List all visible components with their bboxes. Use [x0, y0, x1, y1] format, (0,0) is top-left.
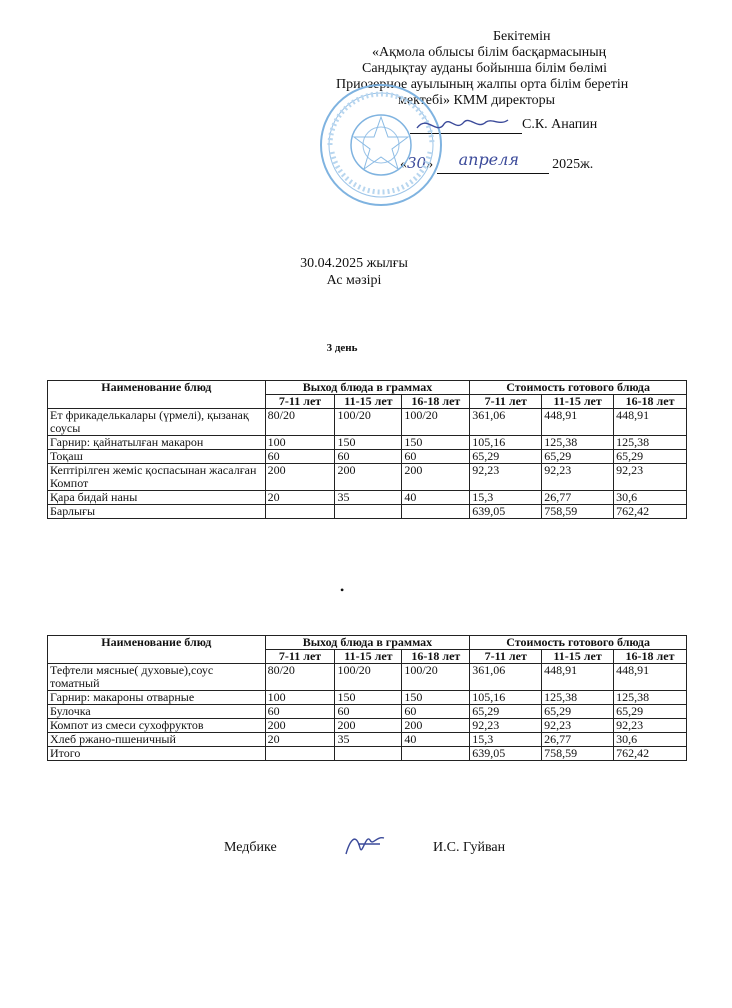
dot-mark: • [340, 583, 345, 597]
date-year: 2025ж. [552, 157, 594, 172]
dish-name-cell: Ет фрикаделькалары (үрмелі), қызанақ соусы [48, 409, 266, 436]
dish-name-cell: Хлеб ржано-пшеничный [48, 733, 266, 747]
cost-cell: 92,23 [614, 719, 687, 733]
dish-name-cell: Тефтели мясные( духовые),соус томатный [48, 664, 266, 691]
cost-cell: 92,23 [542, 719, 614, 733]
yield-cell: 40 [402, 733, 470, 747]
table-row [48, 436, 687, 450]
dish-name-cell: Кептірілген жеміс қоспасынан жасалған Компот [48, 464, 266, 491]
cost-cell: 125,38 [542, 691, 614, 705]
yield-cell: 100 [265, 436, 335, 450]
yield-cell: 60 [402, 705, 470, 719]
footer-role: Медбике [224, 840, 277, 855]
table-row [48, 664, 687, 691]
cost-cell: 125,38 [614, 691, 687, 705]
cost-cell: 65,29 [614, 450, 687, 464]
table-row [48, 491, 687, 505]
cost-cell: 448,91 [542, 664, 614, 691]
cost-cell: 92,23 [542, 464, 614, 491]
dish-name-cell: Компот из смеси сухофруктов [48, 719, 266, 733]
cost-cell: 125,38 [542, 436, 614, 450]
menu-date: 30.04.2025 жылғы [300, 256, 408, 271]
yield-cell: 100/20 [402, 409, 470, 436]
cost-cell: 92,23 [470, 719, 542, 733]
yield-cell: 40 [402, 491, 470, 505]
yield-cell: 80/20 [265, 409, 335, 436]
yield-cell: 100/20 [402, 664, 470, 691]
yield-cell: 20 [265, 491, 335, 505]
total-label: Итого [48, 747, 266, 761]
yield-cell: 200 [265, 719, 335, 733]
cost-cell: 448,91 [614, 409, 687, 436]
header-age-group: 11-15 лет [542, 395, 614, 409]
yield-cell: 60 [402, 450, 470, 464]
nurse-signature-icon [340, 826, 390, 860]
yield-cell: 200 [402, 464, 470, 491]
day-label: 3 день [326, 342, 358, 354]
empty-cell [402, 747, 470, 761]
cost-cell: 65,29 [470, 705, 542, 719]
total-cost-cell: 639,05 [470, 505, 542, 519]
total-cost-cell: 758,59 [542, 505, 614, 519]
table-row [48, 464, 687, 491]
header-age-group: 11-15 лет [542, 650, 614, 664]
approval-org-line-1: «Ақмола облысы білім басқармасының [372, 45, 607, 60]
cost-cell: 105,16 [470, 436, 542, 450]
total-cost-cell: 762,42 [614, 505, 687, 519]
menu-table-ru-body [48, 664, 687, 761]
date-month: апреля [458, 150, 519, 169]
yield-cell: 60 [335, 450, 402, 464]
yield-cell: 150 [335, 436, 402, 450]
header-age-group: 7-11 лет [265, 650, 335, 664]
header-dish-name: Наименование блюд [48, 381, 266, 409]
yield-cell: 150 [402, 436, 470, 450]
empty-cell [265, 505, 335, 519]
official-seal-icon [318, 82, 444, 208]
menu-table-ru [47, 635, 687, 761]
header-cost: Стоимость готового блюда [470, 636, 687, 650]
approval-org-line-3: Приозерное ауылының жалпы орта білім беретін [336, 77, 629, 92]
cost-cell: 105,16 [470, 691, 542, 705]
empty-cell [335, 747, 402, 761]
total-row [48, 505, 687, 519]
cost-cell: 448,91 [542, 409, 614, 436]
dish-name-cell: Гарнир: макароны отварные [48, 691, 266, 705]
header-yield: Выход блюда в граммах [265, 636, 470, 650]
table-row [48, 691, 687, 705]
header-age-group: 16-18 лет [614, 650, 687, 664]
header-age-group: 7-11 лет [265, 395, 335, 409]
header-dish-name: Наименование блюд [48, 636, 266, 664]
cost-cell: 448,91 [614, 664, 687, 691]
cost-cell: 65,29 [470, 450, 542, 464]
empty-cell [402, 505, 470, 519]
table-row [48, 409, 687, 436]
footer-name: И.С. Гуйван [433, 840, 506, 855]
header-cost: Стоимость готового блюда [470, 381, 687, 395]
total-cost-cell: 639,05 [470, 747, 542, 761]
menu-table-kz-body [48, 409, 687, 519]
table-row [48, 719, 687, 733]
cost-cell: 361,06 [470, 409, 542, 436]
yield-cell: 35 [335, 733, 402, 747]
director-signature-icon [412, 110, 512, 140]
dish-name-cell: Булочка [48, 705, 266, 719]
approval-date: «30» апреля 2025ж. [400, 150, 594, 172]
header-age-group: 11-15 лет [335, 395, 402, 409]
director-name: С.К. Анапин [522, 117, 598, 132]
yield-cell: 100/20 [335, 409, 402, 436]
table-row [48, 450, 687, 464]
total-cost-cell: 762,42 [614, 747, 687, 761]
empty-cell [335, 505, 402, 519]
cost-cell: 65,29 [542, 705, 614, 719]
cost-cell: 361,06 [470, 664, 542, 691]
header-age-group: 11-15 лет [335, 650, 402, 664]
table-row [48, 733, 687, 747]
cost-cell: 15,3 [470, 733, 542, 747]
date-day: 30 [407, 154, 427, 172]
yield-cell: 80/20 [265, 664, 335, 691]
menu-table-kz [47, 380, 687, 519]
total-row [48, 747, 687, 761]
menu-title: Ас мәзірі [326, 273, 382, 288]
yield-cell: 60 [265, 450, 335, 464]
cost-cell: 92,23 [614, 464, 687, 491]
cost-cell: 125,38 [614, 436, 687, 450]
header-age-group: 16-18 лет [402, 650, 470, 664]
cost-cell: 30,6 [614, 491, 687, 505]
header-age-group: 16-18 лет [614, 395, 687, 409]
cost-cell: 26,77 [542, 491, 614, 505]
total-label: Барлығы [48, 505, 266, 519]
cost-cell: 30,6 [614, 733, 687, 747]
yield-cell: 60 [265, 705, 335, 719]
table-row [48, 705, 687, 719]
yield-cell: 150 [402, 691, 470, 705]
yield-cell: 100 [265, 691, 335, 705]
yield-cell: 200 [265, 464, 335, 491]
total-cost-cell: 758,59 [542, 747, 614, 761]
dish-name-cell: Гарнир: қайнатылған макарон [48, 436, 266, 450]
header-yield: Выход блюда в граммах [265, 381, 470, 395]
yield-cell: 200 [335, 719, 402, 733]
cost-cell: 65,29 [614, 705, 687, 719]
approval-org-line-2: Сандықтау ауданы бойынша білім бөлімі [362, 61, 608, 76]
yield-cell: 150 [335, 691, 402, 705]
dish-name-cell: Тоқаш [48, 450, 266, 464]
approval-org-line-4: мектебі» КММ директоры [398, 93, 556, 108]
header-age-group: 7-11 лет [470, 650, 542, 664]
cost-cell: 26,77 [542, 733, 614, 747]
yield-cell: 200 [402, 719, 470, 733]
yield-cell: 35 [335, 491, 402, 505]
yield-cell: 20 [265, 733, 335, 747]
yield-cell: 200 [335, 464, 402, 491]
header-age-group: 16-18 лет [402, 395, 470, 409]
approval-heading: Бекітемін [493, 29, 551, 44]
dish-name-cell: Қара бидай наны [48, 491, 266, 505]
yield-cell: 100/20 [335, 664, 402, 691]
header-age-group: 7-11 лет [470, 395, 542, 409]
cost-cell: 65,29 [542, 450, 614, 464]
cost-cell: 92,23 [470, 464, 542, 491]
empty-cell [265, 747, 335, 761]
yield-cell: 60 [335, 705, 402, 719]
cost-cell: 15,3 [470, 491, 542, 505]
